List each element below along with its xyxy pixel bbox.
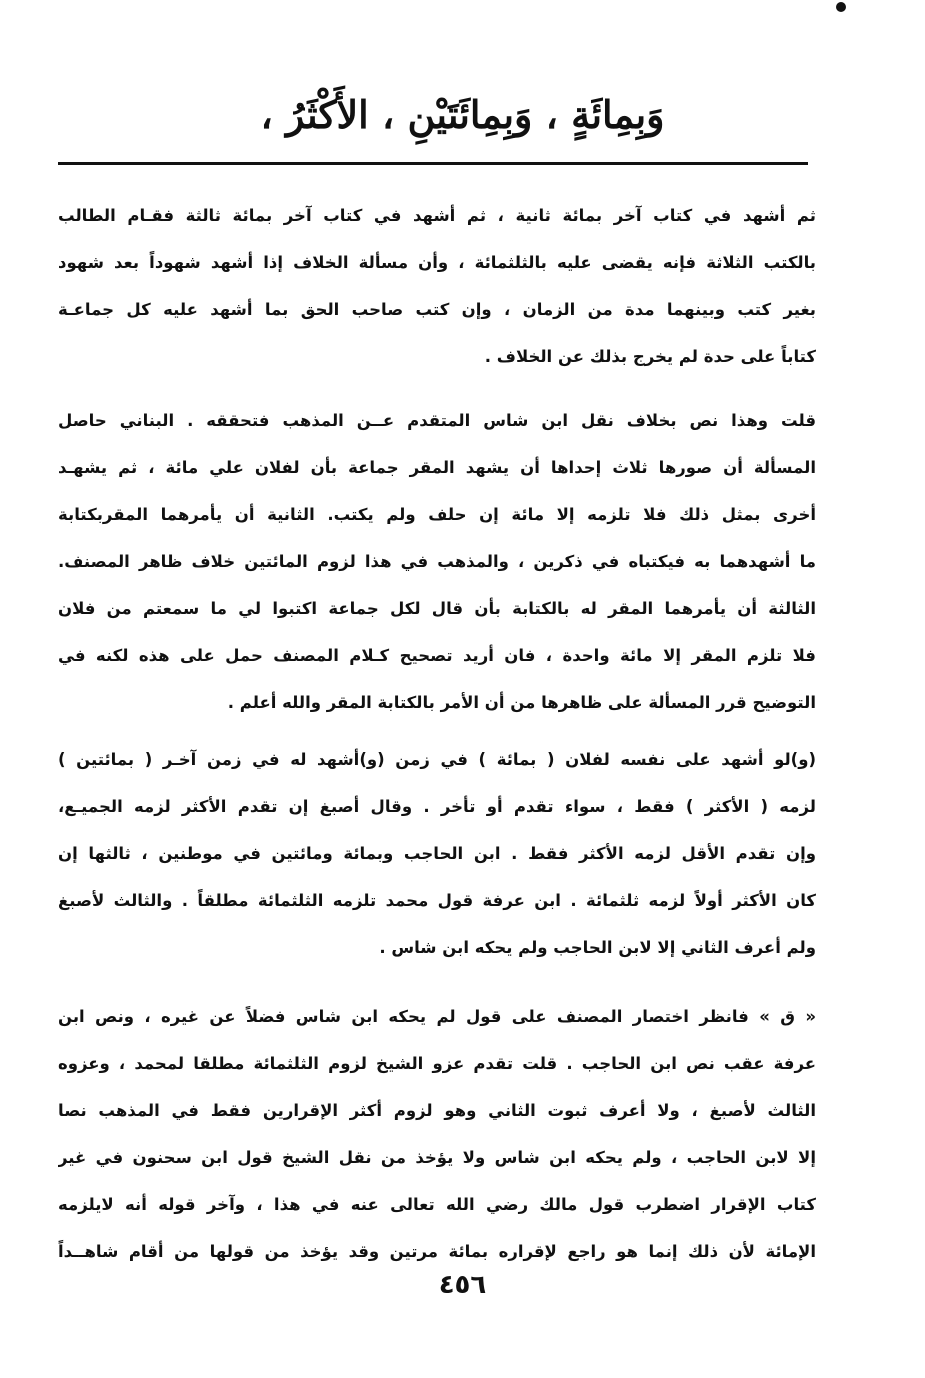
text-line: أخرى بمثل ذلك فلا تلزمه إلا مائة إن حلف ولم يكتب. الثانية أن يأمرهما المقربكتابة (58, 505, 816, 524)
header-divider (58, 162, 808, 165)
text-line: (و)لو أشهد على نفسه لفلان ( بمائة ) في زمن (و)أشهد له في زمن آخـر ( بمائتين ) (58, 750, 816, 769)
text-line: كتاباً على حدة لم يخرج بذلك عن الخلاف . (484, 347, 816, 366)
main-text-body (58, 192, 816, 1275)
paragraph-3 (58, 736, 816, 971)
text-line: إلا لابن الحاجب ، ولم يحكه ابن شاس ولا يؤخذ من نقل الشيخ قول ابن سحنون في غير (58, 1148, 816, 1167)
text-line: كتاب الإقرار اضطرب قول مالك رضي الله تعالى عنه في هذا ، وآخر قوله أنه لايلزمه (58, 1195, 816, 1214)
text-line: « ق » فانظر اختصار المصنف على قول لم يحكه ابن شاس فضلاً عن غيره ، ونص ابن (58, 1007, 816, 1026)
text-line: الثالثة أن يأمرهما المقر له بالكتابة بأن قال لكل جماعة اكتبوا لي ما سمعتم من فلان (58, 599, 816, 618)
paragraph-1 (58, 192, 816, 380)
text-line: بالكتب الثلاثة فإنه يقضى عليه بالثلثمائة ، وأن مسألة الخلاف إذا أشهد شهوداً بعد شهود (58, 253, 816, 272)
text-line: عرفة عقب نص ابن الحاجب . قلت تقدم عزو الشيخ لزوم الثلثمائة مطلقا لمحمد ، وعزوه (58, 1054, 816, 1073)
text-line: كان الأكثر أولاً لزمه ثلثمائة . ابن عرفة قول محمد تلزمه الثلثمائة مطلقاً . والثالث لأصبغ (58, 891, 816, 910)
text-line: وإن تقدم الأقل لزمه الأكثر فقط . ابن الحاجب وبمائة ومائتين في موطنين ، ثالثها إن (58, 844, 816, 863)
text-line: التوضيح قرر المسألة على ظاهرها من أن الأمر بالكتابة المقر والله أعلم . (227, 693, 816, 712)
text-line: ثم أشهد في كتاب آخر بمائة ثانية ، ثم أشهد في كتاب آخر بمائة ثالثة فقـام الطالب (58, 206, 816, 225)
text-line: فلا تلزم المقر إلا مائة واحدة ، فان أريد تصحيح كـلام المصنف حمل على هذه لكنه في (58, 646, 816, 665)
text-line: الإمائة لأن ذلك إنما هو راجع لإقراره بمائة مرتين وقد يؤخذ من قولها من أقام شاهــداً (58, 1242, 816, 1261)
page-number: ٤٥٦ (438, 1270, 487, 1300)
text-line: المسألة أن صورها ثلاث إحداها أن يشهد المقر جماعة بأن لفلان علي مائة ، ثم يشهـد (58, 458, 816, 477)
text-line: ما أشهدهما به فيكتباه في ذكرين ، والمذهب في هذا لزوم المائتين خلاف ظاهر المصنف. (58, 552, 816, 571)
paragraph-4 (58, 993, 816, 1275)
paragraph-2 (58, 397, 816, 726)
ink-speck (836, 2, 846, 12)
text-line: لزمه ( الأكثر ) فقط ، سواء تقدم أو تأخر . وقال أصبغ إن تقدم الأكثر لزمه الجميـع، (58, 797, 816, 816)
text-line: بغير كتب وبينهما مدة من الزمان ، وإن كتب صاحب الحق بما أشهد عليه كل جماعـة (58, 300, 816, 319)
page-header-title: وَبِمِائَةٍ ، وَبِمِائَتَيْنِ ، الأَكْثَرُ ، (260, 92, 665, 137)
text-line: قلت وهذا نص بخلاف نقل ابن شاس المتقدم عــن المذهب فتحققه . البناني حاصل (58, 411, 816, 430)
text-line: ولم أعرف الثاني إلا لابن الحاجب ولم يحكه ابن شاس . (379, 938, 816, 957)
text-line: الثالث لأصبغ ، ولا أعرف ثبوت الثاني وهو لزوم أكثر الإقرارين فقط في المذهب نصا (58, 1101, 816, 1120)
